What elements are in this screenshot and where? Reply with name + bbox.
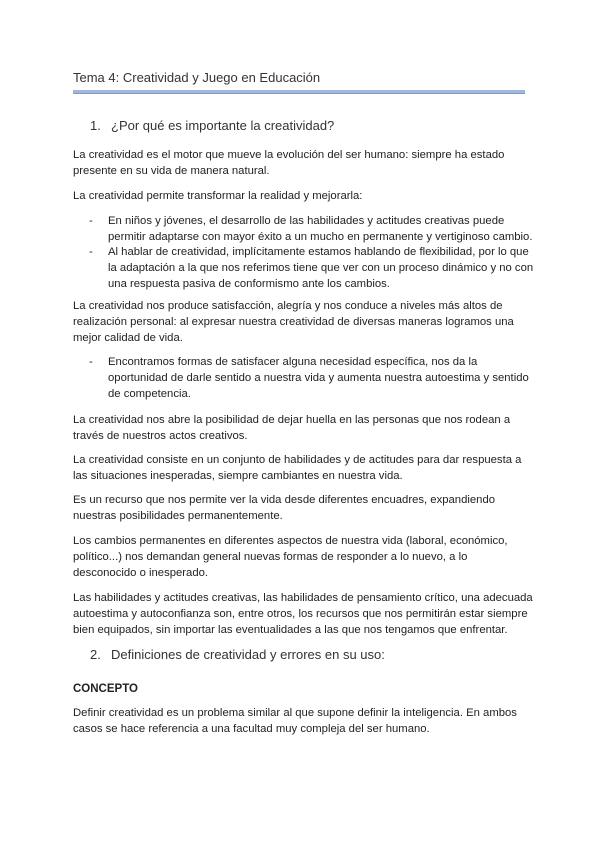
bullet-marker: - [89, 356, 93, 368]
section-title: ¿Por qué es importante la creatividad? [111, 118, 335, 133]
paragraph: La creatividad permite transformar la realidad y mejorarla: [73, 190, 363, 202]
paragraph: La creatividad nos abre la posibilidad de dejar huella en las personas que nos rodean a través de nuestros actos creativos. [73, 414, 511, 442]
section-number: 1. [90, 118, 101, 133]
paragraph: Es un recurso que nos permite ver la vida desde diferentes encuadres, expandiendo nuestras posibilidades permanentemente. [73, 494, 496, 522]
bullet-marker: - [89, 246, 93, 258]
bullet-marker: - [89, 215, 93, 227]
concepto-heading: CONCEPTO [73, 683, 138, 695]
section-number: 2. [90, 647, 101, 662]
paragraph: La creatividad es el motor que mueve la evolución del ser humano: siempre ha estado presente en su vida de manera natural. [73, 149, 505, 177]
bullet-text: Encontramos formas de satisfacer alguna necesidad específica, nos da la oportunidad de darle sentido a nuestra vida y aumenta nuestra autoestima y sentido de competencia. [108, 356, 529, 400]
paragraph: La creatividad consiste en un conjunto de habilidades y de actitudes para dar respuesta a las situaciones inesperadas, siempre cambiantes en nuestra vida. [73, 454, 522, 482]
section-title: Definiciones de creatividad y errores en su uso: [111, 647, 385, 662]
paragraph: Los cambios permanentes en diferentes aspectos de nuestra vida (laboral, económico, político...) nos demandan general nuevas formas de responder a lo nuevo, a lo desconocido o inesperado. [73, 535, 508, 579]
bullet-text: En niños y jóvenes, el desarrollo de las habilidades y actitudes creativas puede permitir adaptarse con mayor éxito a un mucho en permanente y vertiginoso cambio. [108, 215, 533, 243]
paragraph: Las habilidades y actitudes creativas, las habilidades de pensamiento crítico, una adecuada autoestima y autoconfianza son, entre otros, los recursos que nos permitirán estar siempre bien equipados, sin importar las eventualidades a las que nos tengamos que enfrentar. [73, 592, 533, 636]
page-header-title: Tema 4: Creatividad y Juego en Educación [73, 70, 321, 85]
paragraph: Definir creatividad es un problema similar al que supone definir la inteligencia. En ambos casos se hace referencia a una facultad muy compleja del ser humano. [73, 707, 517, 735]
bullet-text: Al hablar de creatividad, implícitamente estamos hablando de flexibilidad, por lo que la adaptación a la que nos referimos tiene que ver con un proceso dinámico y no con una respuesta pasiva de conformismo ante los cambios. [108, 246, 534, 290]
header-divider [73, 90, 525, 94]
paragraph: La creatividad nos produce satisfacción, alegría y nos conduce a niveles más altos de realización personal: al expresar nuestra creatividad de diversas maneras logramos una mejor calidad de vida. [73, 300, 514, 344]
